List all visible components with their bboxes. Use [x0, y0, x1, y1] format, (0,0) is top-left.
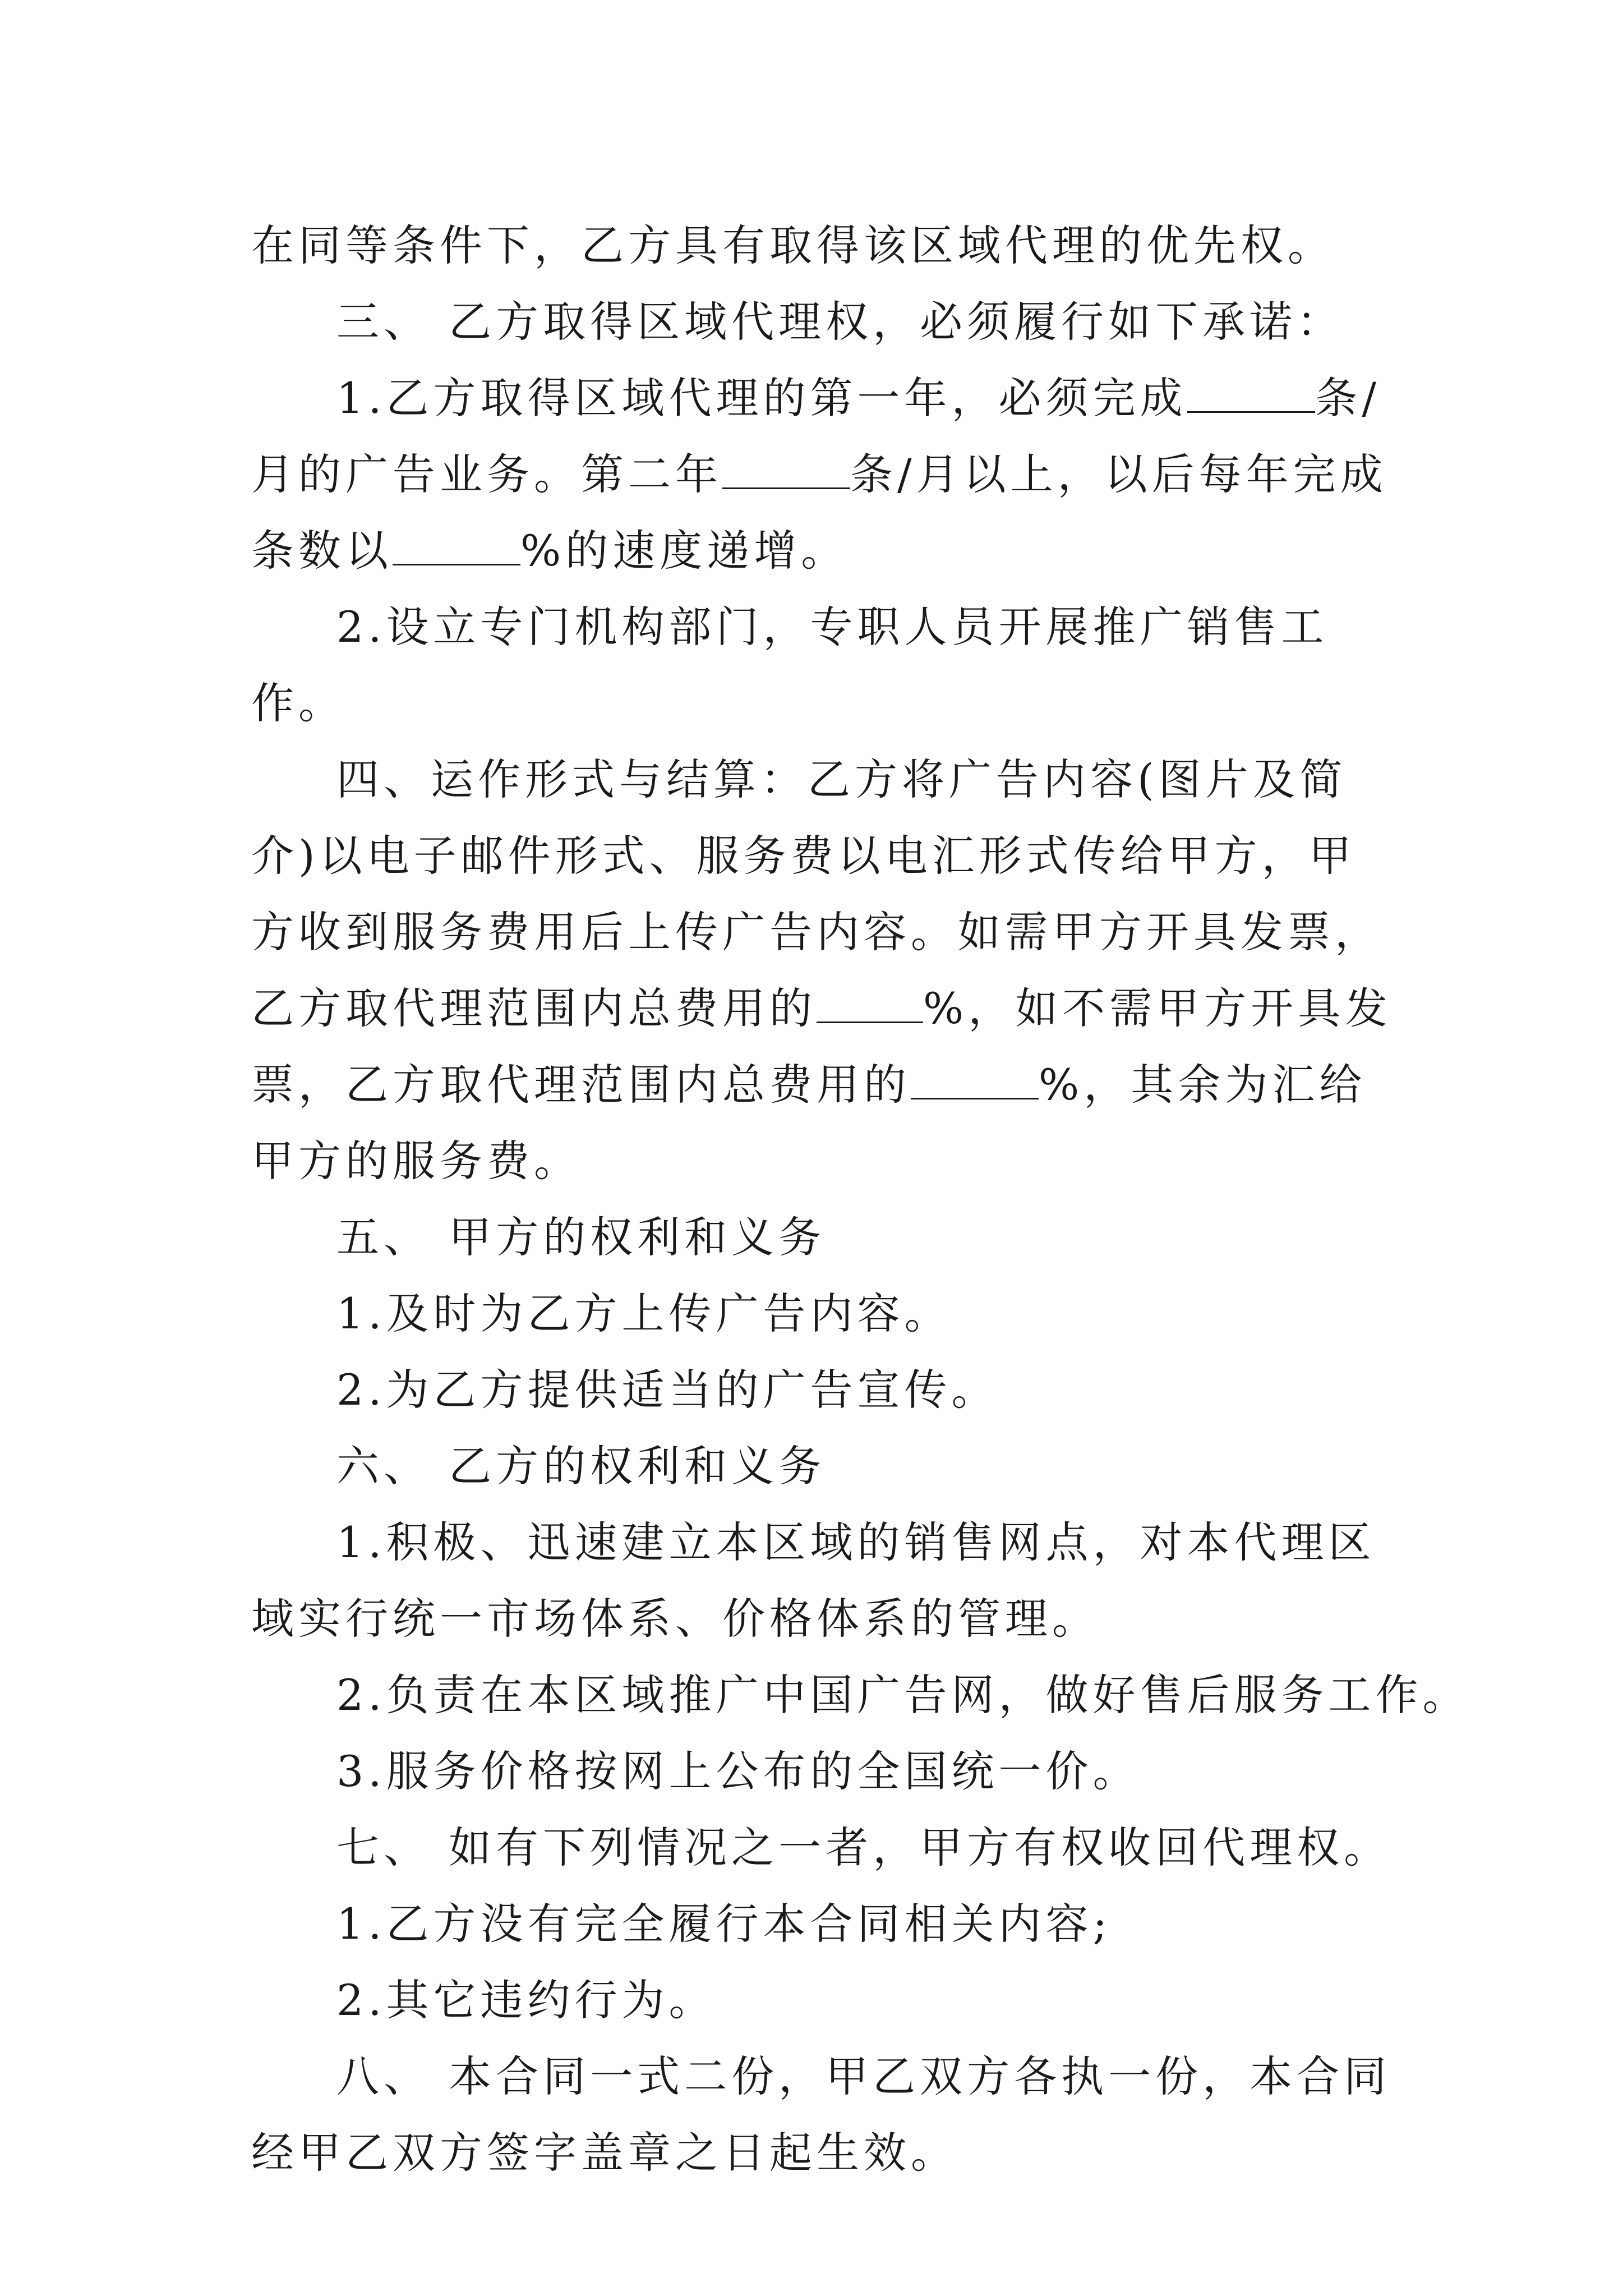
document-body — [251, 208, 1470, 2191]
clause-6-item-1: 1.积极、迅速建立本区域的销售网点，对本代理区域实行统一市场体系、价格体系的管理。 — [251, 1517, 1376, 1644]
blank-field — [1187, 373, 1315, 413]
paragraph-priority-right: 在同等条件下，乙方具有取得该区域代理的优先权。 — [251, 220, 1335, 270]
blank-field — [393, 526, 520, 565]
clause-3-item-1 — [251, 360, 1401, 589]
blank-field — [817, 983, 923, 1023]
clause-7-heading: 七、 如有下列情况之一者，甲方有权收回代理权。 — [336, 1823, 1391, 1872]
clause-6-heading: 六、 乙方的权利和义务 — [336, 1441, 826, 1491]
text-segment: 四、运作形式与结算：乙方将广告内容(图片及简介)以电子邮件形式、服务费以电汇形式传给甲方，甲方收到服务费用后上传广告内容。如需甲方开具发票，乙方取代理范围内总费用的 — [251, 754, 1382, 1033]
clause-7-item-1: 1.乙方没有完全履行本合同相关内容; — [336, 1899, 1112, 1949]
blank-field — [911, 1060, 1039, 1099]
clause-5-item-2: 2.为乙方提供适当的广告宣传。 — [336, 1365, 999, 1415]
blank-field — [722, 449, 850, 489]
text-segment: 1.乙方取得区域代理的第一年，必须完成 — [336, 373, 1187, 423]
text-segment: %，其余为汇给甲方的服务费。 — [251, 1060, 1367, 1186]
clause-5-heading: 五、 甲方的权利和义务 — [336, 1212, 826, 1262]
clause-3-item-2: 2.设立专门机构部门，专职人员开展推广销售工作。 — [251, 602, 1329, 728]
clause-7-item-2: 2.其它违约行为。 — [336, 1975, 716, 2025]
text-segment: 条/月的广告业务。第二年 — [251, 373, 1381, 499]
text-segment: %，如不需甲方开具发票，乙方取代理范围内总费用的 — [251, 983, 1393, 1110]
clause-6-item-2: 2.负责在本区域推广中国广告网，做好售后服务工作。 — [336, 1670, 1470, 1720]
clause-4-settlement — [251, 742, 1401, 1199]
clause-8-effective: 八、 本合同一式二份，甲乙双方各执一份，本合同经甲乙双方签字盖章之日起生效。 — [251, 2051, 1391, 2178]
text-segment: %的速度递增。 — [520, 526, 849, 576]
clause-3-heading: 三、 乙方取得区域代理权，必须履行如下承诺： — [336, 297, 1344, 347]
clause-5-item-1: 1.及时为乙方上传广告内容。 — [336, 1289, 952, 1338]
text-segment: 条/月以上，以后每年完成条数以 — [251, 449, 1387, 576]
clause-6-item-3: 3.服务价格按网上公布的全国统一价。 — [336, 1746, 1140, 1796]
